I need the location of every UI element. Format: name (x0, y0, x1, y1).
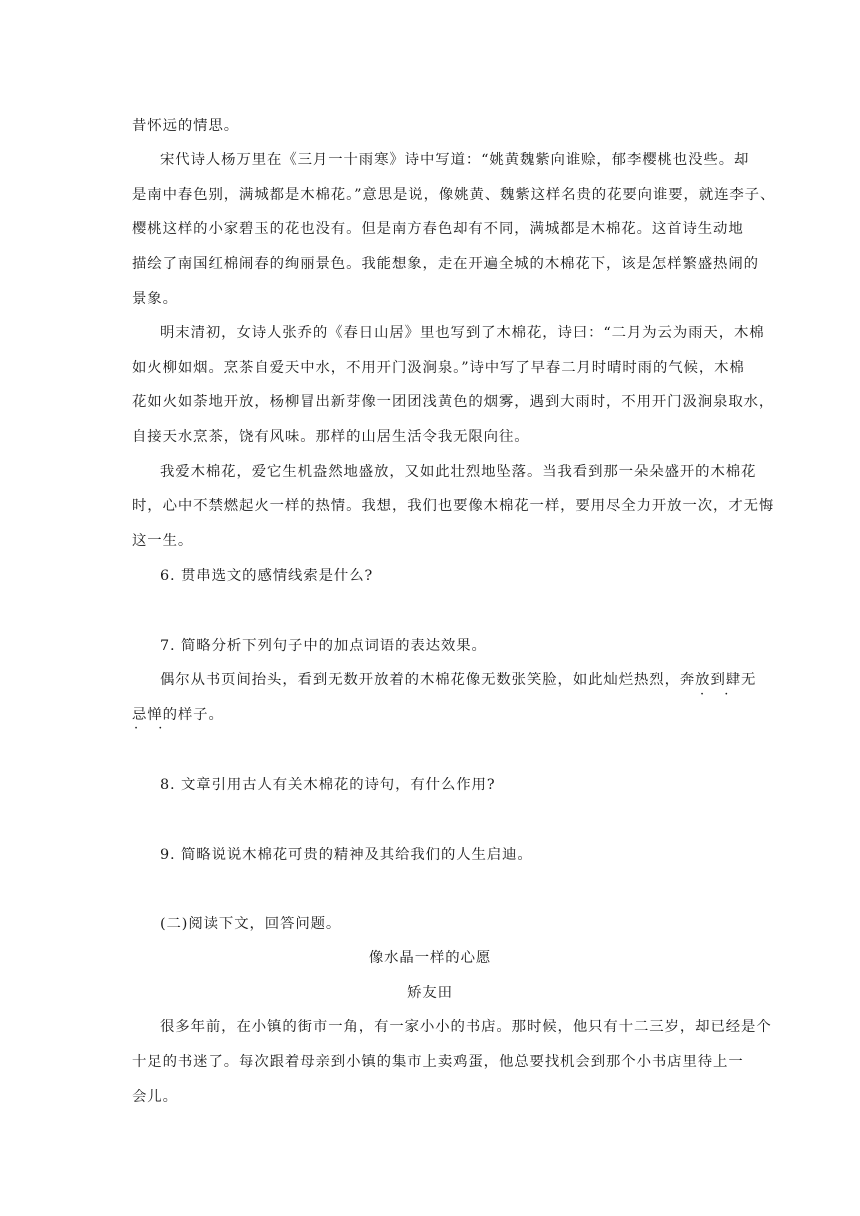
paragraph-line: 樱桃这样的小家碧玉的花也没有。但是南方春色却有不同，满城都是木棉花。这首诗生动地 (132, 221, 744, 237)
emphasis-dots: · · (700, 687, 737, 702)
paragraph-line: 明末清初，女诗人张乔的《春日山居》里也写到了木棉花，诗曰：“二月为云为雨天，木棉 (160, 325, 765, 341)
emphasis-dots: · · (134, 721, 171, 736)
paragraph-line: 自接天水烹茶，饶有风味。那样的山居生活令我无限向往。 (132, 429, 530, 445)
question-9: 9. 简略说说木棉花可贵的精神及其给我们的人生启迪。 (160, 847, 533, 863)
paragraph-line: 时，心中不禁燃起火一样的热情。我想，我们也要像木棉花一样，要用尽全力开放一次，才无悔 (132, 498, 775, 514)
paragraph-line: 我爱木棉花，爱它生机盎然地盛放，又如此壮烈地坠落。当我看到那一朵朵盛开的木棉花 (160, 464, 757, 480)
paragraph-line: 会儿。 (132, 1089, 178, 1105)
paragraph-line: 昔怀远的情思。 (132, 118, 240, 134)
question-8: 8. 文章引用古人有关木棉花的诗句，有什么作用? (160, 777, 496, 793)
article-title: 像水晶一样的心愿 (368, 950, 492, 966)
quoted-sentence-line: 偶尔从书页间抬头，看到无数开放着的木棉花像无数张笑脸，如此灿烂热烈，奔放到肆无 (160, 672, 757, 688)
paragraph-line: 如火柳如烟。烹茶自爱天中水，不用开门汲涧泉。”诗中写了早春二月时晴时雨的气候，木棉 (132, 360, 745, 376)
article-author: 矫友田 (407, 985, 453, 1001)
paragraph-line: 这一生。 (132, 533, 194, 549)
paragraph-line: 宋代诗人杨万里在《三月一十雨寒》诗中写道：“姚黄魏紫向谁赊，郁李樱桃也没些。却 (160, 152, 750, 168)
question-6: 6. 贯串选文的感情线索是什么? (160, 568, 374, 584)
paragraph-line: 十足的书迷了。每次跟着母亲到小镇的集市上卖鸡蛋，他总要找机会到那个小书店里待上一 (132, 1054, 744, 1070)
paragraph-line: 是南中春色别，满城都是木棉花。”意思是说，像姚黄、魏紫这样名贵的花要向谁要，就连李子、 (132, 187, 776, 203)
paragraph-line: 描绘了南国红棉闹春的绚丽景色。我能想象，走在开遍全城的木棉花下，该是怎样繁盛热闹的 (132, 256, 759, 272)
section-heading: (二)阅读下文，回答问题。 (160, 916, 342, 932)
quoted-sentence-line: 忌惮的样子。 (132, 707, 224, 723)
question-7: 7. 简略分析下列句子中的加点词语的表达效果。 (160, 638, 487, 654)
paragraph-line: 花如火如荼地开放，杨柳冒出新芽像一团团浅黄色的烟雾，遇到大雨时，不用开门汲涧泉取水， (132, 394, 775, 410)
paragraph-line: 很多年前，在小镇的街市一角，有一家小小的书店。那时候，他只有十二三岁，却已经是个 (160, 1019, 772, 1035)
paragraph-line: 景象。 (132, 291, 178, 307)
